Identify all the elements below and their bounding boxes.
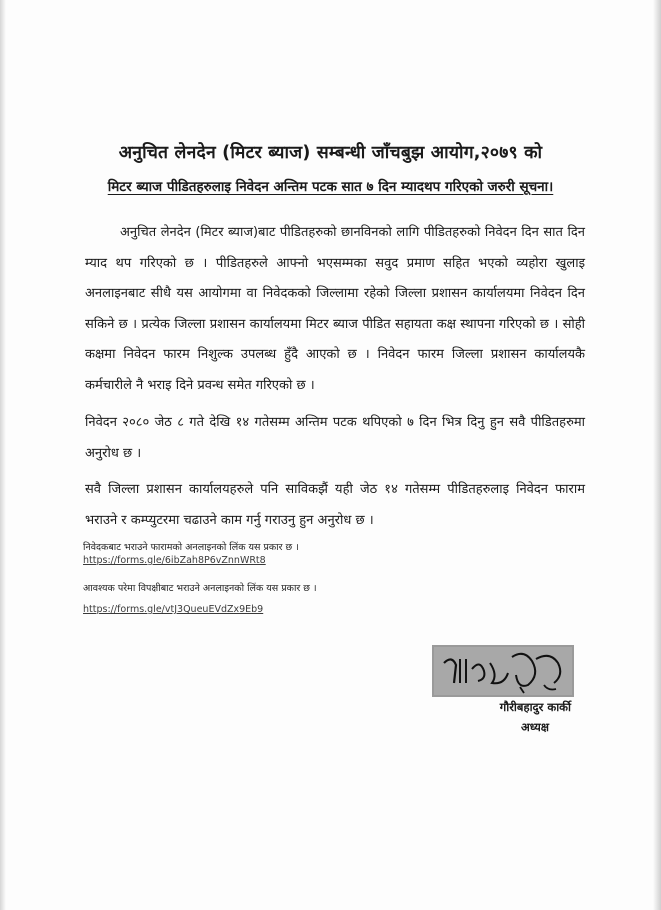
scan-edge-left [0, 0, 6, 910]
body-paragraph-3: सवै जिल्ला प्रशासन कार्यालयहरुले पनि साविकझैं यही जेठ १४ गतेसम्म पीडितहरुलाइ निवेदन फाराम भराउने र कम्प्युटरमा चढाउने काम गर्नु गराउनु हुन अनुरोध छ । [85, 482, 585, 528]
signer-name: गौरीबहादुर कार्की [499, 700, 571, 714]
body-paragraph-1: अनुचित लेनदेन (मिटर ब्याज)बाट पीडितहरुको छानविनको लागि पीडितहरुको निवेदन दिन सात दिन म्याद थप गरिएको छ । पीडितहरुले आफ्नो भएसम्मका सवुद प्रमाण सहित भएको व्यहोरा खुलाइ अनलाइनबाट सीधै यस आयोगमा वा निवेदकको जिल्लामा रहेको जिल्ला प्रशासन कार्यालयमा निवेदन दिन सकिने छ । प्रत्येक जिल्ला प्रशासन कार्यालयमा मिटर ब्याज पीडित सहायता कक्ष स्थापना गरिएको छ । सोही कक्षमा निवेदन फारम निशुल्क उपलब्ध हुँदै आएको छ । निवेदन फारम जिल्ला प्रशासन कार्यालयकै कर्मचारीले नै भराइ दिने प्रवन्ध समेत गरिएको छ । [85, 225, 585, 393]
signature-image [432, 645, 574, 697]
online-form-note: निवेदकबाट भराउने फारामको अनलाइनको लिंक यस प्रकार छ । [83, 542, 299, 553]
signer-title: अध्यक्ष [521, 720, 550, 734]
respondent-form-note: आवश्यक परेमा विपक्षीबाट भराउने अनलाइनको लिंक यस प्रकार छ । [83, 583, 317, 594]
online-form-link[interactable]: https://forms.gle/6ibZah8P6vZnnWRt8 [83, 555, 266, 566]
body-paragraph-2: निवेदन २०८० जेठ ८ गते देखि १४ गतेसम्म अन्तिम पटक थपिएको ७ दिन भित्र दिनु हुन सवै पीडितहरुमा अनुरोध छ । [85, 415, 585, 461]
notice-subtitle: मिटर ब्याज पीडितहरुलाइ निवेदन अन्तिम पटक सात ७ दिन म्यादथप गरिएको जरुरी सूचना। [107, 179, 554, 195]
document-title: अनुचित लेनदेन (मिटर ब्याज) सम्बन्धी जाँचबुझ आयोग,२०७९ को [118, 143, 543, 163]
respondent-form-link[interactable]: https://forms.gle/vtJ3QueuEVdZx9Eb9 [83, 604, 264, 615]
scan-edge-right [653, 0, 661, 910]
